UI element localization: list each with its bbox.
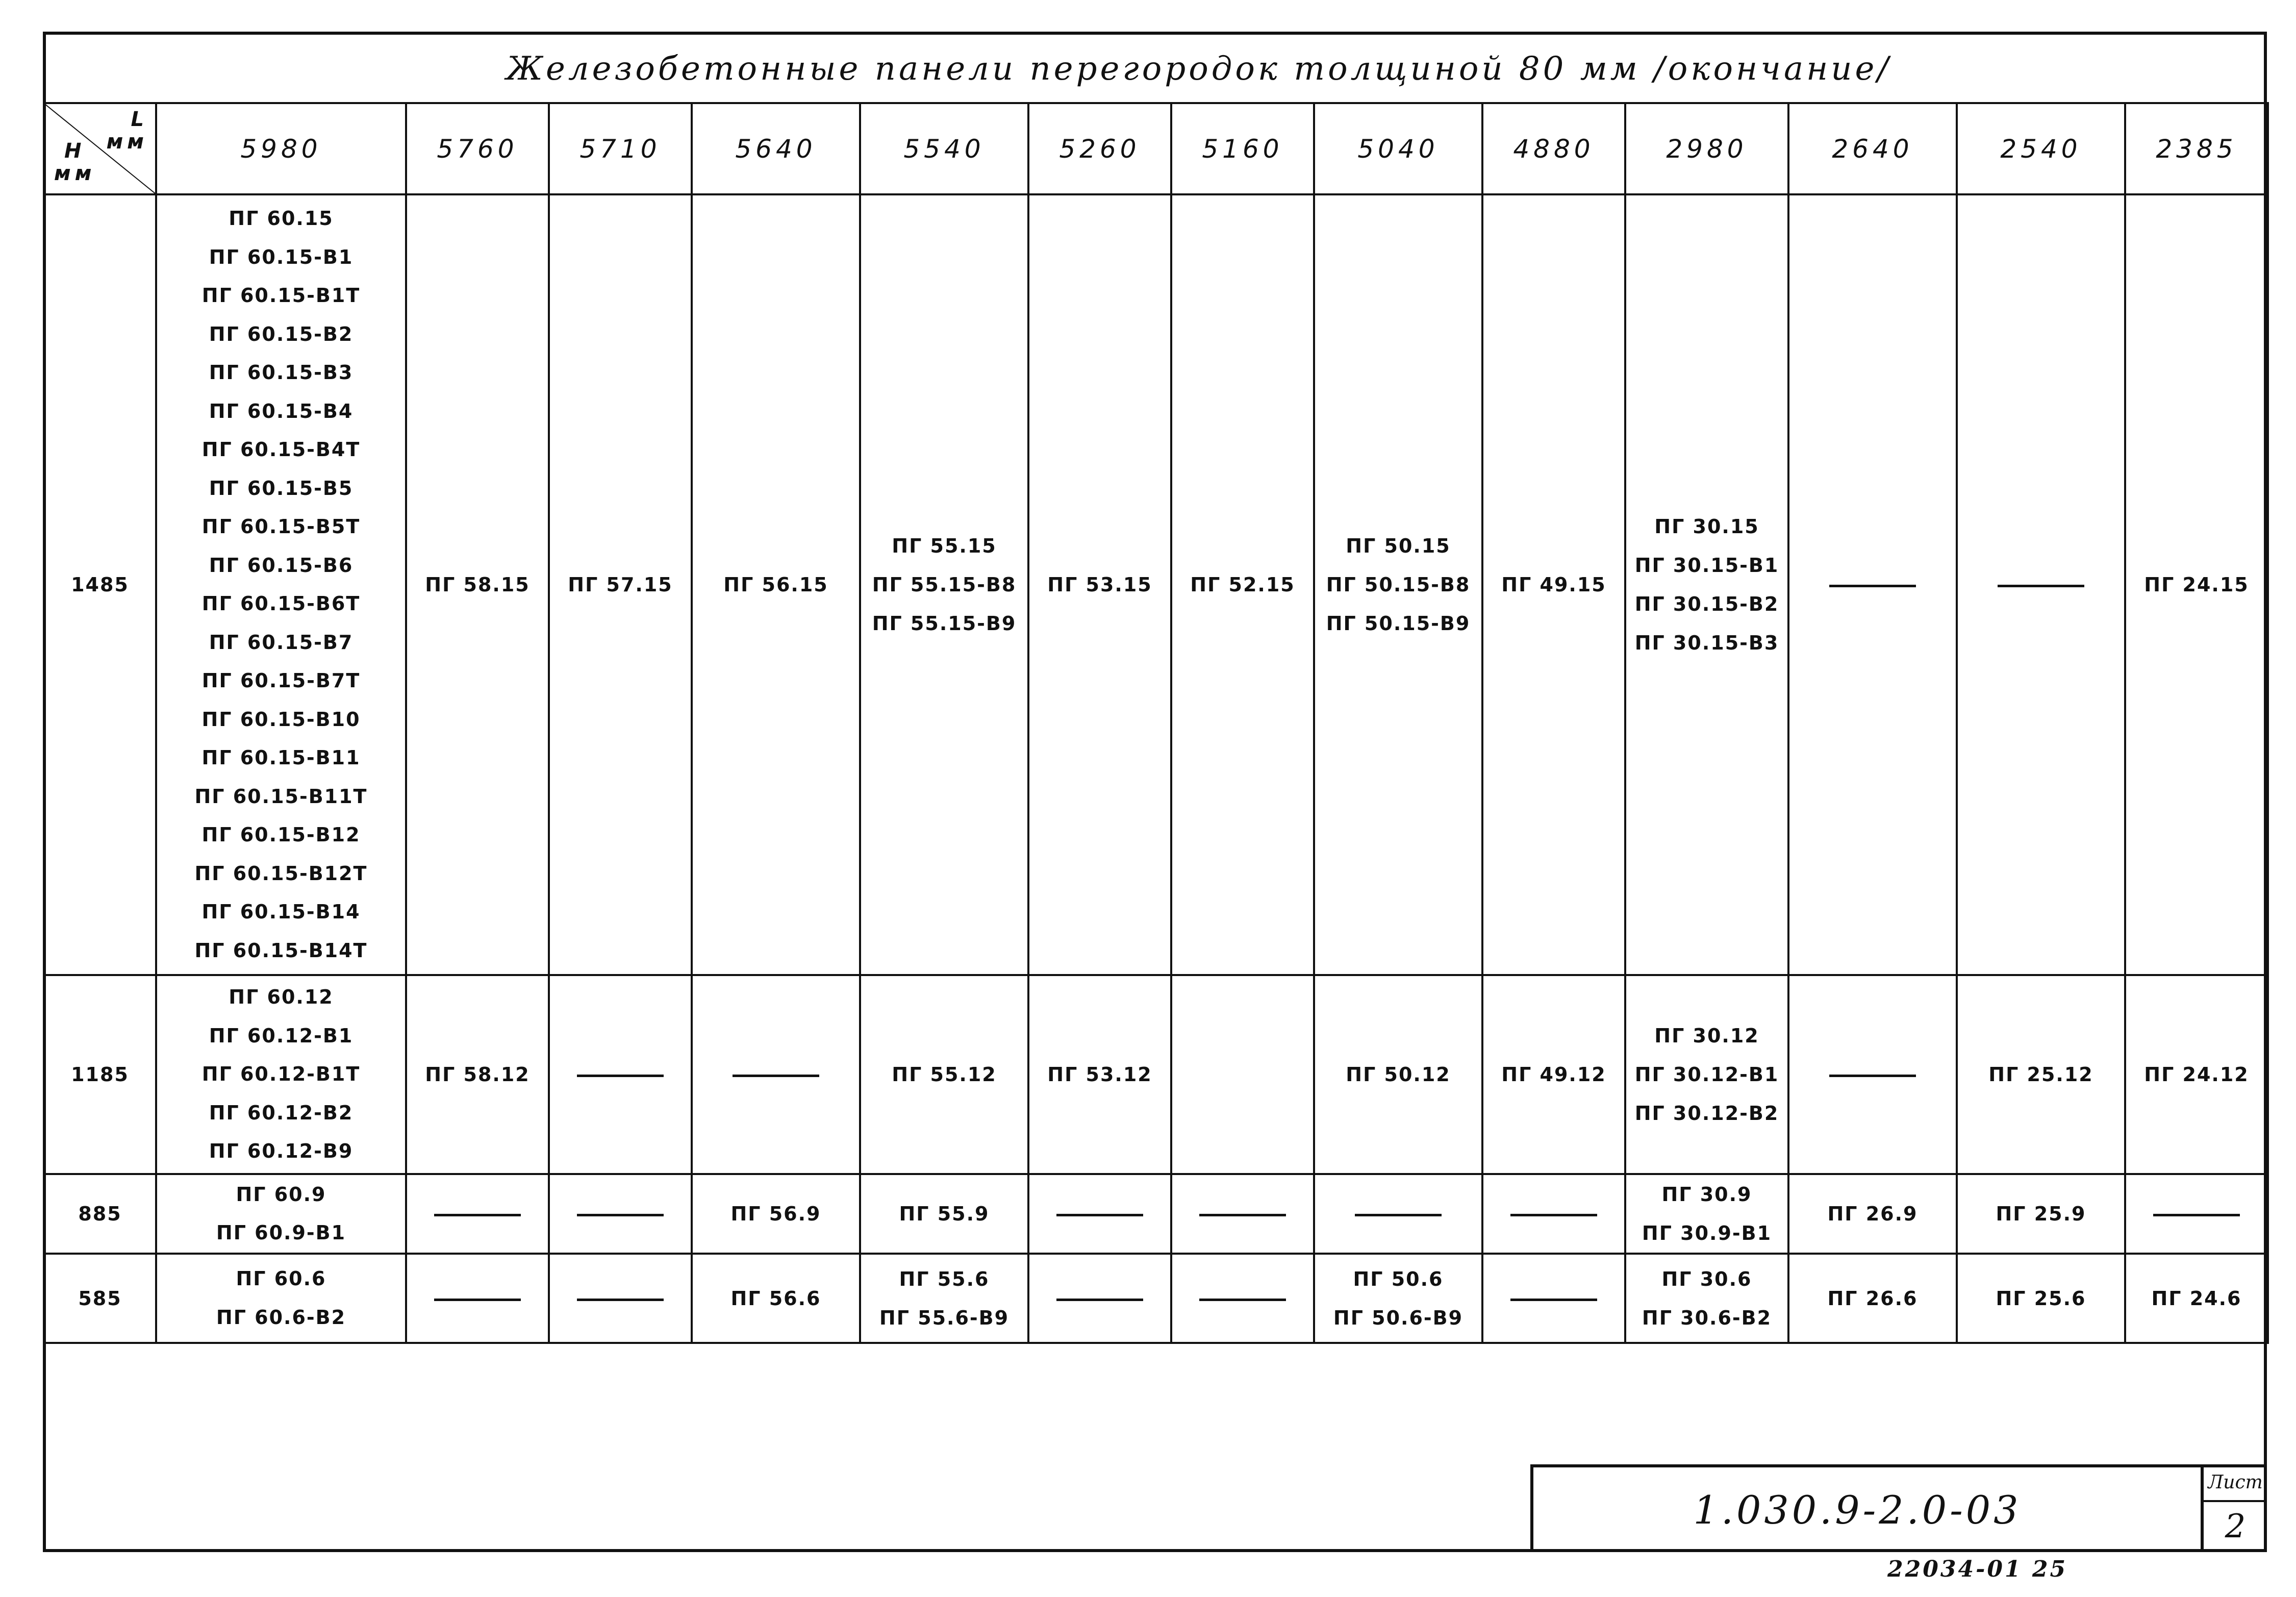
- panel-mark: ПГ 60.12-В2: [209, 1101, 354, 1124]
- panel-marks-cell: [156, 975, 406, 1174]
- no-panel-dash: [1510, 1299, 1597, 1301]
- panel-cell: [1314, 1174, 1482, 1254]
- panel-mark: ПГ 60.15-В4: [209, 400, 354, 422]
- header-row: [44, 103, 2268, 194]
- table-title: Железобетонные панели перегородок толщиной 80 мм /окончание/: [506, 50, 1891, 88]
- panel-cell: [860, 1174, 1028, 1254]
- no-panel-dash: [1199, 1214, 1286, 1216]
- panel-mark: ПГ 50.6-В9: [1333, 1306, 1464, 1329]
- panel-cell: [1788, 975, 1957, 1174]
- panel-mark: ПГ 55.12: [892, 1063, 997, 1086]
- panel-mark: ПГ 50.15-В9: [1326, 612, 1471, 635]
- table-row: [44, 975, 2268, 1174]
- panel-mark: ПГ 30.9: [1661, 1183, 1752, 1206]
- panel-cell: [1625, 194, 1788, 975]
- panel-cell: [406, 194, 549, 975]
- panel-mark: ПГ 55.6-В9: [879, 1306, 1010, 1329]
- panel-mark: ПГ 53.12: [1047, 1063, 1152, 1086]
- panel-mark: ПГ 60.12: [229, 986, 334, 1009]
- panel-cell: [1482, 1174, 1625, 1254]
- panel-mark: ПГ 60.15-В14Т: [194, 939, 368, 962]
- panel-cell: [1171, 194, 1314, 975]
- row-height-label: 885: [44, 1174, 156, 1254]
- col-header: 5260: [1028, 103, 1171, 194]
- panel-cell: [1482, 1254, 1625, 1343]
- panel-mark: ПГ 60.15-В7: [209, 631, 354, 654]
- panel-cell: [549, 975, 692, 1174]
- panel-cell: [2125, 194, 2268, 975]
- panel-mark: ПГ 52.15: [1190, 573, 1295, 596]
- panel-mark: ПГ 30.6: [1661, 1267, 1752, 1290]
- panel-cell: [692, 975, 860, 1174]
- panel-mark: ПГ 60.15-В11: [201, 746, 361, 769]
- table-row: [44, 194, 2268, 975]
- panel-cell: [1314, 1254, 1482, 1343]
- panel-mark: ПГ 60.15-В14: [201, 901, 361, 923]
- panel-mark: ПГ 30.15: [1654, 515, 1759, 538]
- panel-mark: ПГ 58.12: [425, 1063, 530, 1086]
- panel-cell: [1028, 975, 1171, 1174]
- panel-mark: ПГ 60.12-В1Т: [201, 1063, 361, 1086]
- panel-cell: [1957, 975, 2125, 1174]
- panel-mark: ПГ 30.15-В1: [1634, 554, 1779, 577]
- panel-mark: ПГ 60.15-В6: [209, 554, 354, 577]
- panel-cell: [1788, 194, 1957, 975]
- panel-cell: [1171, 1174, 1314, 1254]
- panel-mark: ПГ 60.9: [236, 1183, 326, 1206]
- panel-cell: [1171, 1254, 1314, 1343]
- panel-mark: ПГ 60.9-В1: [216, 1221, 346, 1244]
- corner-cell: [44, 103, 156, 194]
- panel-cell: [692, 1174, 860, 1254]
- col-header: 5980: [156, 103, 406, 194]
- panel-cell: [406, 1254, 549, 1343]
- panel-mark: ПГ 24.6: [2151, 1287, 2242, 1310]
- panel-mark: ПГ 30.15-В2: [1634, 593, 1779, 615]
- panel-mark: ПГ 60.15-В5: [209, 477, 354, 500]
- panel-mark: ПГ 25.12: [1988, 1063, 2093, 1086]
- panel-cell: [2125, 1174, 2268, 1254]
- panel-mark: ПГ 60.15-В6Т: [201, 592, 361, 615]
- panel-mark: ПГ 60.12-В9: [209, 1140, 354, 1163]
- panel-cell: [860, 1254, 1028, 1343]
- row-height-label: 1185: [44, 975, 156, 1174]
- col-header: 2385: [2125, 103, 2268, 194]
- panel-mark: ПГ 30.12-В1: [1634, 1063, 1779, 1086]
- panel-cell: [1171, 975, 1314, 1174]
- sheet-label: Лист: [2208, 1472, 2263, 1493]
- panel-mark: ПГ 56.9: [730, 1203, 821, 1225]
- row-height-label: 1485: [44, 194, 156, 975]
- panel-mark: ПГ 50.15-В8: [1326, 573, 1471, 596]
- panel-mark: ПГ 49.12: [1501, 1063, 1606, 1086]
- panel-mark: ПГ 30.6-В2: [1642, 1306, 1772, 1329]
- panel-mark: ПГ 26.9: [1827, 1203, 1918, 1225]
- panel-mark: ПГ 30.15-В3: [1634, 632, 1779, 654]
- panel-cell: [549, 1254, 692, 1343]
- panel-mark: ПГ 60.15-В7Т: [201, 669, 361, 692]
- no-panel-dash: [434, 1214, 521, 1216]
- no-panel-dash: [577, 1214, 664, 1216]
- panel-mark: ПГ 30.9-В1: [1642, 1222, 1772, 1244]
- panel-mark: ПГ 60.6: [236, 1267, 326, 1290]
- panel-cell: [860, 194, 1028, 975]
- row-height-label: 585: [44, 1254, 156, 1343]
- panel-cell: [1625, 1174, 1788, 1254]
- col-header: 5040: [1314, 103, 1482, 194]
- panel-cell: [2125, 975, 2268, 1174]
- no-panel-dash: [1199, 1299, 1286, 1301]
- col-header: 5160: [1171, 103, 1314, 194]
- col-header: 5760: [406, 103, 549, 194]
- panel-cell: [1314, 194, 1482, 975]
- panel-cell: [1028, 1254, 1171, 1343]
- title-block: [1530, 1464, 2267, 1552]
- panel-mark: ПГ 57.15: [568, 573, 673, 596]
- no-panel-dash: [2153, 1214, 2240, 1216]
- panel-mark: ПГ 56.15: [723, 573, 828, 596]
- panel-mark: ПГ 55.15: [892, 535, 997, 557]
- panel-mark: ПГ 30.12: [1654, 1025, 1759, 1047]
- panel-marks-cell: [156, 1174, 406, 1254]
- panel-mark: ПГ 30.12-В2: [1634, 1102, 1779, 1125]
- panel-mark: ПГ 55.15-В8: [872, 573, 1017, 596]
- no-panel-dash: [1998, 585, 2084, 587]
- no-panel-dash: [1056, 1299, 1143, 1301]
- panel-mark: ПГ 55.15-В9: [872, 612, 1017, 635]
- panel-cell: [549, 194, 692, 975]
- document-code: 1.030.9-2.0-03: [1693, 1487, 2022, 1533]
- panel-mark: ПГ 60.15-В2: [209, 322, 354, 345]
- panel-mark: ПГ 50.6: [1353, 1267, 1444, 1290]
- panel-cell: [1788, 1174, 1957, 1254]
- col-header: 5540: [860, 103, 1028, 194]
- panel-cell: [1957, 1174, 2125, 1254]
- panel-mark: ПГ 60.6-В2: [216, 1306, 346, 1329]
- panel-mark: ПГ 50.15: [1346, 535, 1451, 557]
- no-panel-dash: [434, 1299, 521, 1301]
- panel-mark: ПГ 55.9: [899, 1203, 990, 1225]
- no-panel-dash: [733, 1075, 819, 1077]
- panel-marks-cell: [156, 1254, 406, 1343]
- panel-marks-cell: [156, 194, 406, 975]
- panel-mark: ПГ 60.15: [229, 207, 334, 230]
- col-header: 4880: [1482, 103, 1625, 194]
- no-panel-dash: [1829, 1075, 1916, 1077]
- panel-mark: ПГ 60.15-В11Т: [194, 785, 368, 808]
- panel-cell: [1625, 1254, 1788, 1343]
- panel-mark: ПГ 24.12: [2144, 1063, 2249, 1086]
- panel-cell: [406, 1174, 549, 1254]
- no-panel-dash: [1829, 585, 1916, 587]
- panel-mark: ПГ 60.15-В12: [201, 824, 361, 846]
- panel-cell: [692, 194, 860, 975]
- panel-cell: [1482, 194, 1625, 975]
- no-panel-dash: [1510, 1214, 1597, 1216]
- panel-cell: [549, 1174, 692, 1254]
- no-panel-dash: [1056, 1214, 1143, 1216]
- panel-mark: ПГ 49.15: [1501, 573, 1606, 596]
- panel-mark: ПГ 60.12-В1: [209, 1024, 354, 1047]
- panel-mark: ПГ 26.6: [1827, 1287, 1918, 1310]
- panel-mark: ПГ 50.12: [1346, 1063, 1451, 1086]
- sheet-number: 2: [2204, 1500, 2267, 1552]
- panel-mark: ПГ 56.6: [730, 1287, 821, 1310]
- inventory-number: 22034-01 25: [1887, 1556, 2068, 1582]
- panel-cell: [1625, 975, 1788, 1174]
- panel-mark: ПГ 58.15: [425, 573, 530, 596]
- panel-cell: [406, 975, 549, 1174]
- panel-mark: ПГ 60.15-В3: [209, 361, 354, 384]
- panel-mark: ПГ 60.15-В10: [201, 708, 361, 731]
- col-header: 2540: [1957, 103, 2125, 194]
- panel-cell: [1788, 1254, 1957, 1343]
- panel-mark: ПГ 25.6: [1996, 1287, 2086, 1310]
- h-axis-label: Н мм: [54, 139, 96, 185]
- panel-cell: [692, 1254, 860, 1343]
- panel-cell: [1957, 194, 2125, 975]
- panel-cell: [1028, 1174, 1171, 1254]
- panel-mark: ПГ 60.15-В1Т: [201, 284, 361, 307]
- no-panel-dash: [577, 1075, 664, 1077]
- panel-cell: [1957, 1254, 2125, 1343]
- panel-cell: [2125, 1254, 2268, 1343]
- panel-mark: ПГ 60.15-В4Т: [201, 438, 361, 461]
- panel-mark: ПГ 53.15: [1047, 573, 1152, 596]
- panel-mark: ПГ 55.6: [899, 1267, 990, 1290]
- sheet-box: [2201, 1467, 2267, 1552]
- col-header: 2980: [1625, 103, 1788, 194]
- panel-cell: [1028, 194, 1171, 975]
- table-row: [44, 1174, 2268, 1254]
- panel-mark: ПГ 25.9: [1996, 1203, 2086, 1225]
- panels-table: [43, 102, 2269, 1344]
- no-panel-dash: [1355, 1214, 1442, 1216]
- col-header: 2640: [1788, 103, 1957, 194]
- no-panel-dash: [577, 1299, 664, 1301]
- panel-cell: [1482, 975, 1625, 1174]
- panel-mark: ПГ 60.15-В5Т: [201, 515, 361, 538]
- panel-cell: [1314, 975, 1482, 1174]
- col-header: 5710: [549, 103, 692, 194]
- panel-mark: ПГ 60.15-В12Т: [194, 862, 368, 885]
- l-axis-label: L мм: [106, 108, 148, 154]
- table-row: [44, 1254, 2268, 1343]
- panel-cell: [860, 975, 1028, 1174]
- panel-mark: ПГ 24.15: [2144, 573, 2249, 596]
- panel-mark: ПГ 60.15-В1: [209, 245, 354, 268]
- col-header: 5640: [692, 103, 860, 194]
